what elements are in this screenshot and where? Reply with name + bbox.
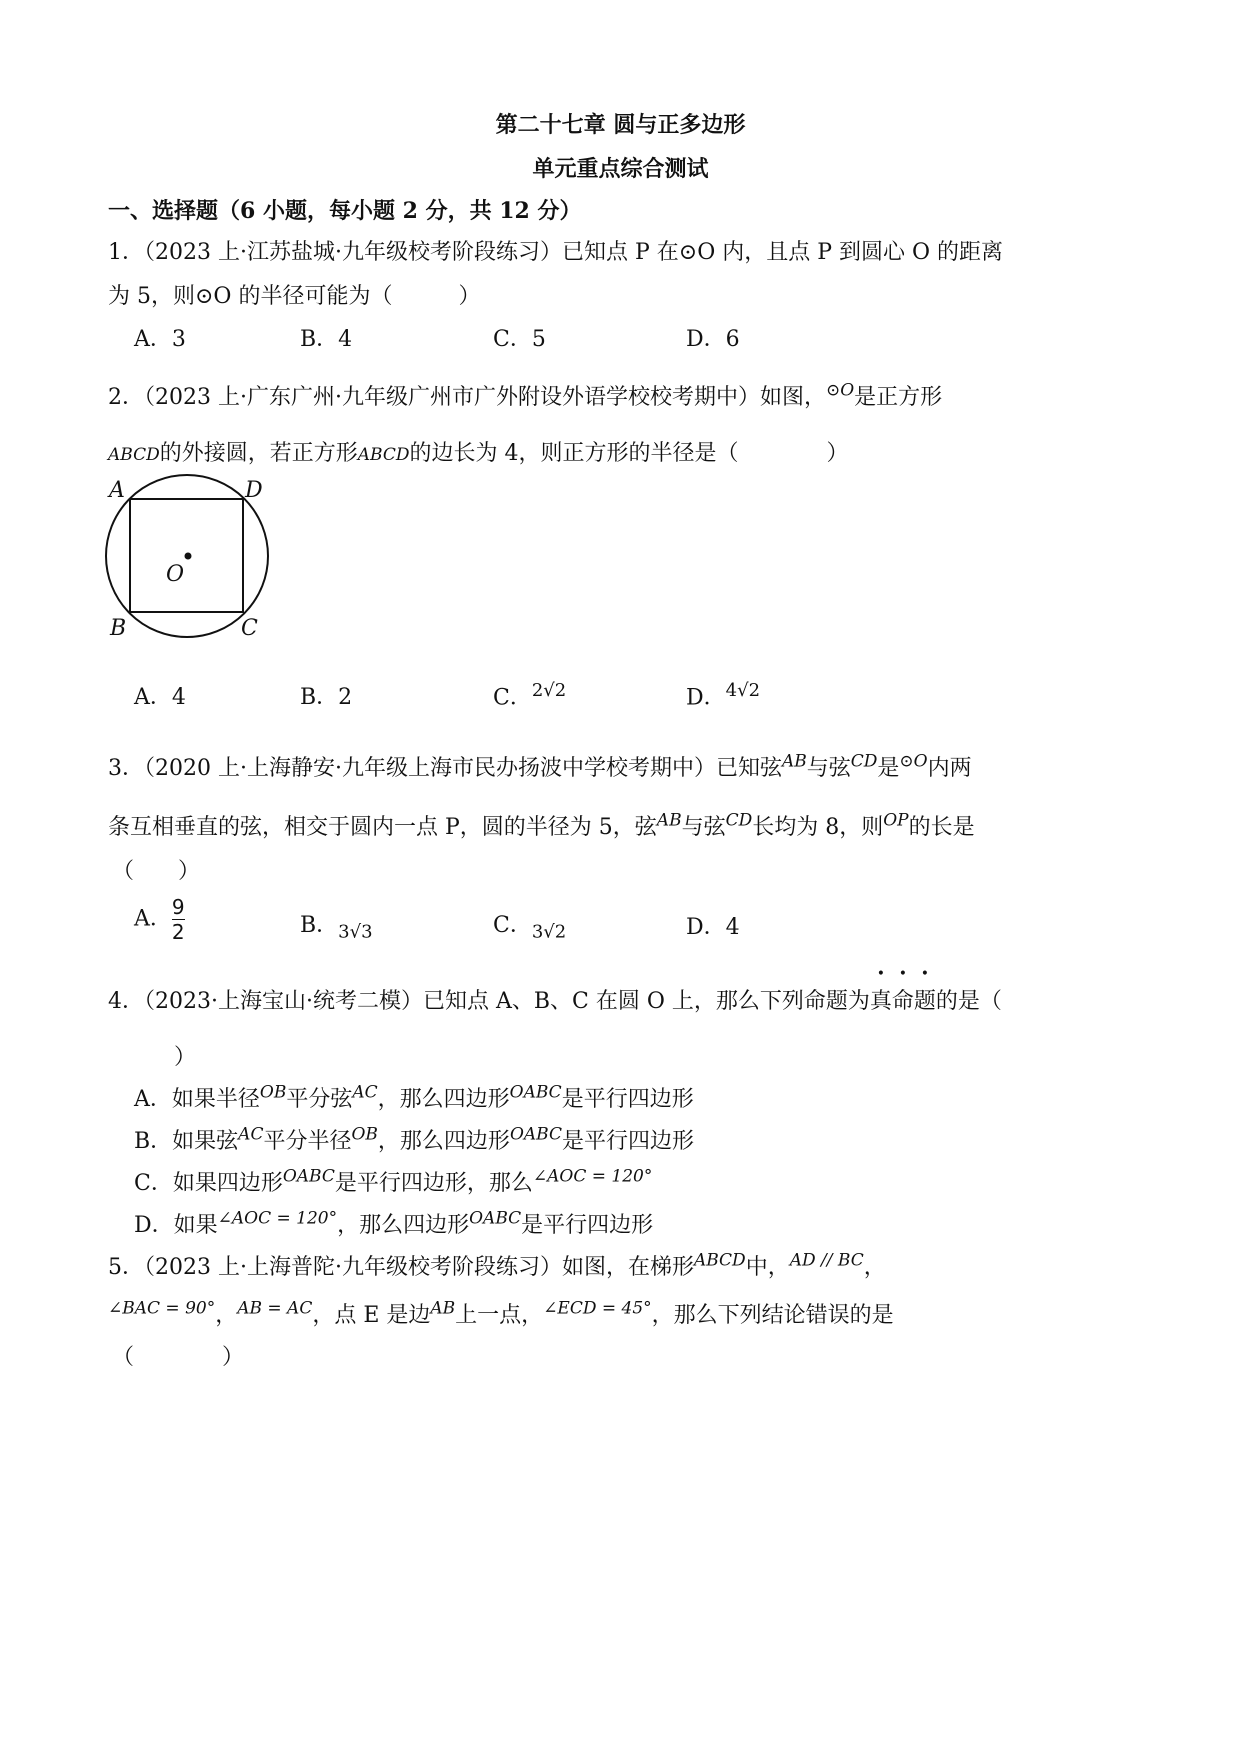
q3-line1 [108, 751, 972, 782]
q2-line1-text-a: 2．（2023 上·广东广州·九年级广州市广外附设外语学校校考期中）如图， [108, 385, 826, 410]
q4-line1-a: 4．（2023·上海宝山·统考二模）已知点 A、B、C 在圆 O 上，那么下列命题为 [108, 989, 870, 1014]
q3-line2 [108, 810, 975, 841]
q2-option-b[interactable]: B．2 [300, 685, 353, 710]
q4-b-ac: AC [238, 1124, 264, 1145]
q5-line1-e: ， [863, 1255, 886, 1280]
q4-option-d[interactable] [134, 1208, 653, 1239]
q3-option-c-label: C． [493, 913, 532, 938]
page-subtitle: 单元重点综合测试 [532, 156, 709, 182]
q1-line2: 为 5，则⊙O 的半径可能为（ ） [108, 284, 481, 309]
q4-a-oabc: OABC [509, 1082, 562, 1103]
q3-line2-g: 的长是 [908, 815, 975, 840]
q1-option-a[interactable]: A．3 [134, 327, 186, 352]
q2-option-c-math: 2√2 [531, 680, 567, 701]
q3-line1-e: 是 [877, 756, 900, 781]
q4-a-post: ，那么四边形 [377, 1087, 510, 1112]
q4-emphasis-char: 题 [913, 989, 936, 1014]
q2-line2 [108, 436, 848, 467]
q5-angle-bac: ∠BAC = 90° [108, 1298, 216, 1319]
q1-option-b[interactable]: B．4 [300, 327, 353, 352]
q4-c-angle: ∠AOC = 120° [532, 1166, 653, 1187]
q4-option-c[interactable] [134, 1166, 652, 1197]
q3-line1-c: 与弦 [806, 756, 851, 781]
q4-b-oabc: OABC [509, 1124, 562, 1145]
q3-option-c[interactable] [493, 908, 566, 942]
q3-line2-a: 条互相垂直的弦，相交于圆内一点 P，圆的半径为 5，弦 [108, 815, 657, 840]
q2-abcd-2: ABCD [357, 445, 410, 465]
figure-label-o: O [166, 562, 185, 587]
q3-ab-1: AB [781, 751, 807, 772]
q4-line1 [108, 984, 1002, 1015]
figure-label-d: D [245, 478, 263, 503]
q4-line1-c: 的是（ [935, 989, 1002, 1014]
q3-line1-a: 3．（2020 上·上海静安·九年级上海市民办扬波中学校考期中）已知弦 [108, 756, 782, 781]
q4-emphasis-char: 命 [891, 989, 914, 1014]
q2-abcd-1: ABCD [108, 445, 160, 465]
q3-line2-e: 长均为 8，则 [752, 815, 884, 840]
q2-option-c-label: C． [493, 685, 532, 711]
q2-line2-text-b: 的外接圆，若正方形 [159, 441, 358, 466]
q4-d-mid: ，那么四边形 [337, 1213, 470, 1238]
q1-option-d[interactable]: D．6 [686, 327, 740, 352]
q2-option-d-math: 4√2 [725, 680, 761, 701]
fraction-denominator: 2 [171, 920, 185, 944]
page-title: 第二十七章 圆与正多边形 [495, 112, 746, 138]
q5-line1-c: 中， [745, 1255, 790, 1280]
q2-option-a[interactable]: A．4 [134, 685, 186, 710]
q5-abcd: ABCD [693, 1250, 746, 1271]
q5-line2-h: ，那么下列结论错误的是 [651, 1303, 894, 1328]
fraction-numerator: 9 [171, 895, 185, 919]
q3-option-b-math: 3√3 [338, 921, 373, 943]
q4-a-pre: A．如果半径 [134, 1087, 260, 1112]
q4-c-pre: C．如果四边形 [134, 1171, 283, 1196]
q3-line2-c: 与弦 [681, 815, 726, 840]
q5-ab: AB [430, 1298, 456, 1319]
q5-line2-f: 上一点， [455, 1303, 544, 1328]
q4-c-mid: 是平行四边形，那么 [334, 1171, 533, 1196]
q5-angle-ecd: ∠ECD = 45° [543, 1298, 652, 1319]
figure-label-b: B [110, 616, 127, 641]
q3-option-b[interactable] [300, 908, 373, 942]
q4-b-end: 是平行四边形 [561, 1129, 694, 1154]
q2-option-c[interactable] [493, 680, 566, 711]
q4-c-oabc: OABC [282, 1166, 335, 1187]
q4-b-ob: OB [351, 1124, 378, 1145]
q2-line1 [108, 380, 942, 411]
q3-cd-2: CD [725, 810, 753, 831]
q4-b-mid: 平分半径 [263, 1129, 352, 1154]
q5-line3: （ ） [112, 1345, 245, 1370]
q3-option-c-math: 3√2 [531, 921, 567, 943]
q4-b-pre: B．如果弦 [134, 1129, 239, 1154]
q2-option-d-label: D． [686, 685, 726, 711]
q1-line1: 1．（2023 上·江苏盐城·九年级校考阶段练习）已知点 P 在⊙O 内，且点 P 到圆心 O 的距离 [108, 240, 1004, 265]
q4-a-ob: OB [259, 1082, 287, 1103]
q4-b-post: ，那么四边形 [377, 1129, 510, 1154]
q3-option-b-label: B． [300, 913, 339, 938]
q3-op: OP [883, 810, 909, 831]
q4-a-ac: AC [352, 1082, 378, 1103]
figure-label-c: C [241, 616, 258, 641]
q3-ab-2: AB [656, 810, 682, 831]
q3-option-d[interactable]: D．4 [686, 915, 740, 940]
q3-option-a[interactable] [134, 895, 185, 944]
q4-d-oabc: OABC [469, 1208, 522, 1229]
q4-a-end: 是平行四边形 [561, 1087, 694, 1112]
q5-line2-b: ， [215, 1303, 238, 1328]
q4-d-pre: D．如果 [134, 1213, 218, 1238]
q3-line1-g: 内两 [927, 756, 972, 781]
q2-line1-text-c: 是正方形 [854, 385, 943, 410]
figure-label-a: A [109, 478, 125, 503]
q3-cd-1: CD [850, 751, 878, 772]
q2-option-d[interactable] [686, 680, 760, 711]
figure-center-point [185, 553, 192, 560]
q4-a-mid: 平分弦 [286, 1087, 353, 1112]
q5-line2-d: ，点 E 是边 [312, 1303, 431, 1328]
q3-option-a-fraction [172, 895, 185, 944]
q5-ab-eq-ac: AB = AC [237, 1298, 313, 1319]
q4-d-post: 是平行四边形 [521, 1213, 654, 1238]
q5-line1 [108, 1250, 886, 1281]
q5-line2 [108, 1298, 894, 1329]
q3-circle-o: ⊙O [899, 751, 928, 772]
q5-ad-parallel-bc: AD // BC [789, 1250, 864, 1271]
section-heading: 一、选择题（6 小题，每小题 2 分，共 12 分） [108, 198, 582, 224]
q2-circle-square-figure [100, 470, 300, 650]
q4-emphasis-char: 真 [869, 989, 892, 1014]
q1-option-c[interactable]: C．5 [493, 327, 546, 352]
q3-option-a-label: A． [134, 906, 172, 932]
q4-option-b[interactable] [134, 1124, 694, 1155]
q5-line1-a: 5．（2023 上·上海普陀·九年级校考阶段练习）如图，在梯形 [108, 1255, 694, 1280]
q4-d-angle: ∠AOC = 120° [217, 1208, 338, 1229]
q3-line3: （ ） [112, 859, 201, 884]
q2-line2-text-d: 的边长为 4，则正方形的半径是（ ） [409, 441, 849, 466]
q4-option-a[interactable] [134, 1082, 694, 1113]
q4-line2: ） [174, 1045, 197, 1070]
q2-circle-o: ⊙O [825, 380, 855, 401]
